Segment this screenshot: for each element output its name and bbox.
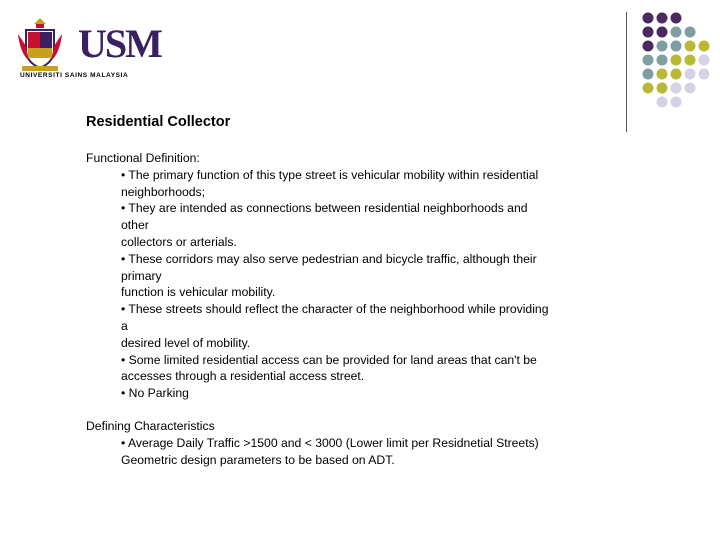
body-line: • The primary function of this type street is vehicular mobility within residential: [121, 167, 539, 182]
body-line: • These corridors may also serve pedestrian and bicycle traffic, although their: [121, 251, 537, 266]
body-line: • They are intended as connections between residential neighborhoods and: [121, 201, 528, 216]
body-line: neighborhoods;: [121, 184, 206, 199]
defining-characteristics-heading: Defining Characteristics: [86, 419, 215, 433]
body-line: • Average Daily Traffic >1500 and < 3000 (Lower limit per Residnetial Streets): [121, 435, 539, 450]
slide-title: Residential Collector: [86, 114, 231, 130]
functional-definition-body: [86, 167, 646, 402]
university-crest-icon: [16, 16, 64, 74]
usm-wordmark: USM: [78, 21, 161, 66]
divider-line: [626, 12, 627, 132]
body-line: primary: [121, 268, 162, 283]
university-name: UNIVERSITI SAINS MALAYSIA: [20, 72, 129, 79]
body-line: accesses through a residential access street.: [121, 369, 365, 384]
functional-definition-section: [86, 150, 646, 402]
body-line: collectors or arterials.: [121, 234, 237, 249]
body-line: • Some limited residential access can be provided for land areas that can't be: [121, 352, 537, 367]
body-line: a: [121, 318, 128, 333]
defining-characteristics-body: [86, 435, 646, 469]
decorative-dot-grid: [640, 10, 716, 120]
body-line: • No Parking: [121, 386, 189, 401]
defining-characteristics-section: [86, 418, 646, 468]
body-line: desired level of mobility.: [121, 335, 251, 350]
body-line: Geometric design parameters to be based on ADT.: [121, 452, 395, 467]
functional-definition-heading: Functional Definition:: [86, 151, 200, 165]
body-line: function is vehicular mobility.: [121, 285, 276, 300]
usm-logo: [14, 14, 161, 84]
body-line: • These streets should reflect the character of the neighborhood while providing: [121, 302, 549, 317]
body-line: other: [121, 218, 149, 233]
